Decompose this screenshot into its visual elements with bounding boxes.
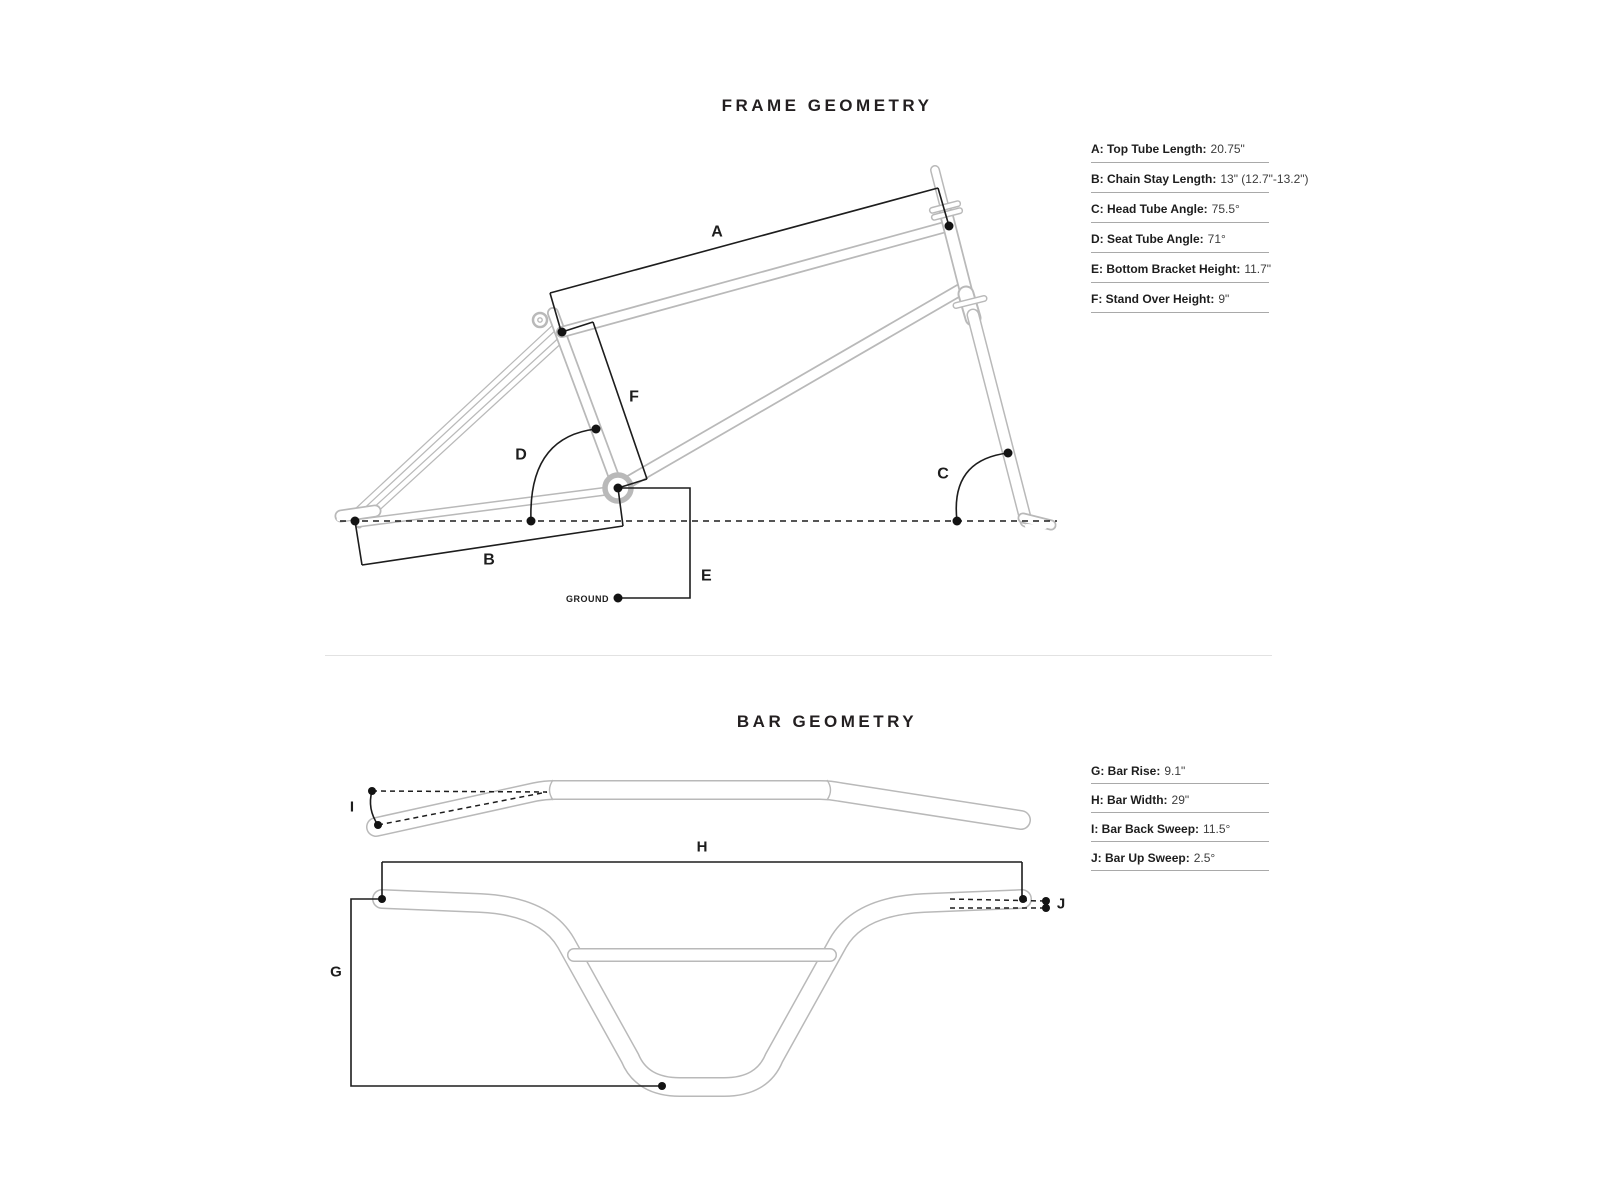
bar-top-view (350, 780, 1021, 829)
ground-dot (614, 594, 623, 603)
spec-chain-stay-length: B: Chain Stay Length: 13" (12.7"-13.2") (1091, 167, 1269, 193)
label-d: D (515, 446, 527, 464)
rear-axle-dot (351, 517, 360, 526)
top-tube-head-dot (945, 222, 954, 231)
label-j: J (1056, 895, 1066, 913)
upsweep-dot-bottom (1042, 904, 1050, 912)
fork-leg-dot (1004, 449, 1013, 458)
ground-label: GROUND (566, 594, 609, 604)
bar-bottom-dot (658, 1082, 666, 1090)
spec-bar-up-sweep: J: Bar Up Sweep: 2.5° (1091, 846, 1269, 871)
measure-line-a (550, 188, 949, 331)
label-g: G (330, 963, 342, 981)
grip-end-left-dot (378, 895, 386, 903)
label-a: A (711, 223, 723, 241)
spec-bottom-bracket-height: E: Bottom Bracket Height: 11.7" (1091, 257, 1269, 283)
grip-end-right-dot (1019, 895, 1027, 903)
seat-clamp (533, 313, 547, 327)
backsweep-dot-top (368, 787, 376, 795)
bottom-bracket-dot (614, 484, 623, 493)
label-f: F (629, 388, 639, 406)
upsweep-dot-top (1042, 897, 1050, 905)
measure-arc-c (956, 453, 1008, 521)
label-h: H (696, 838, 708, 856)
spec-bar-back-sweep: I: Bar Back Sweep: 11.5° (1091, 817, 1269, 842)
seat-cluster-dot (558, 328, 567, 337)
label-b: B (483, 551, 495, 569)
spec-bar-width: H: Bar Width: 29" (1091, 788, 1269, 813)
bar-geometry-title: BAR GEOMETRY (736, 712, 918, 731)
seat-tube-angle-dot (592, 425, 601, 434)
frame-spec-list (1091, 137, 1309, 317)
bar-geometry-diagram (325, 750, 1075, 1110)
frame-geometry-diagram (325, 135, 1065, 625)
seat-angle-base-dot (527, 517, 536, 526)
label-e: E (701, 567, 712, 585)
label-i: I (349, 798, 355, 816)
label-c: C (937, 465, 949, 483)
bar-front-view (330, 839, 1065, 1091)
spec-seat-tube-angle: D: Seat Tube Angle: 71° (1091, 227, 1269, 253)
bar-spec-list (1091, 759, 1269, 875)
section-divider (325, 655, 1272, 656)
measure-arc-d (531, 429, 596, 521)
spec-top-tube-length: A: Top Tube Length: 20.75" (1091, 137, 1269, 163)
frame-geometry-title: FRAME GEOMETRY (721, 96, 933, 115)
spec-head-tube-angle: C: Head Tube Angle: 75.5° (1091, 197, 1269, 223)
measure-line-g (351, 899, 662, 1086)
backsweep-reference-dashed (372, 791, 547, 792)
measure-line-e (618, 488, 690, 598)
backsweep-dot-bottom (374, 821, 382, 829)
spec-bar-rise: G: Bar Rise: 9.1" (1091, 759, 1269, 784)
head-angle-base-dot (953, 517, 962, 526)
spec-stand-over-height: F: Stand Over Height: 9" (1091, 287, 1269, 313)
